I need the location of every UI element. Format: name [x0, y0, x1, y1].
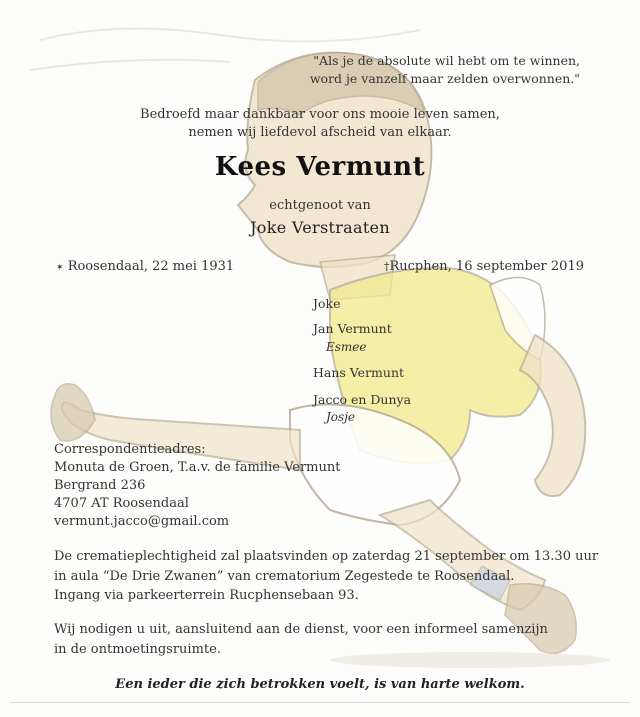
intro-line: nemen wij liefdevol afscheid van elkaar. [188, 125, 452, 140]
spouse-name: Joke Verstraaten [250, 218, 390, 237]
birth-text: Roosendaal, 22 mei 1931 [67, 259, 235, 274]
bottom-divider [10, 702, 630, 703]
invitation-block [54, 620, 548, 659]
birth-date [56, 259, 234, 274]
intro-text [0, 106, 640, 142]
intro-line: Bedroefd maar dankbaar voor ons mooie leven samen, [140, 107, 500, 122]
ceremony-line: in aula “De Drie Zwanen” van crematorium Zegestede te Roosendaal. [54, 568, 515, 584]
correspondence-line: Bergrand 236 [54, 478, 146, 493]
correspondence-line: Monuta de Groen, T.a.v. de familie Vermunt [54, 460, 341, 475]
family-member: Jan Vermunt [313, 321, 392, 336]
correspondence-block [54, 441, 340, 531]
family-member: Hans Vermunt [313, 365, 405, 380]
ceremony-line: De crematieplechtigheid zal plaatsvinden op zaterdag 21 september om 13.30 uur [54, 549, 599, 564]
correspondence-label: Correspondentieadres: [54, 442, 206, 457]
closing-text: Een ieder die zich betrokken voelt, is van harte welkom. [115, 677, 525, 692]
family-member: Jacco en Dunya [313, 392, 412, 407]
quote-line: "Als je de absolute wil hebt om te winnen, [313, 53, 580, 68]
family-member-child: Esmee [326, 340, 367, 354]
quote-text [310, 52, 580, 88]
quote-line: word je vanzelf maar zelden overwonnen." [309, 71, 580, 86]
background-sketch-line [30, 60, 230, 70]
death-date [384, 259, 584, 274]
ceremony-line: Ingang via parkeerterrein Rucphensebaan 93. [54, 588, 359, 603]
player-arm [520, 335, 585, 496]
correspondence-line: 4707 AT Roosendaal [54, 496, 189, 511]
correspondence-email[interactable]: vermunt.jacco@gmail.com [54, 514, 230, 529]
background-sketch-line [40, 29, 420, 42]
family-member: Joke [313, 296, 341, 311]
relation-label: echtgenoot van [269, 198, 371, 213]
death-cross-icon: † [383, 260, 390, 273]
family-member-child: Josje [326, 410, 356, 424]
invitation-line: Wij nodigen u uit, aansluitend aan de dienst, voor een informeel samenzijn [54, 622, 548, 637]
deceased-name: Kees Vermunt [214, 152, 426, 182]
death-text: Rucphen, 16 september 2019 [389, 259, 584, 274]
birth-star-icon: ✶ [56, 263, 64, 273]
invitation-line: in de ontmoetingsruimte. [54, 641, 221, 657]
ceremony-block [54, 547, 598, 606]
